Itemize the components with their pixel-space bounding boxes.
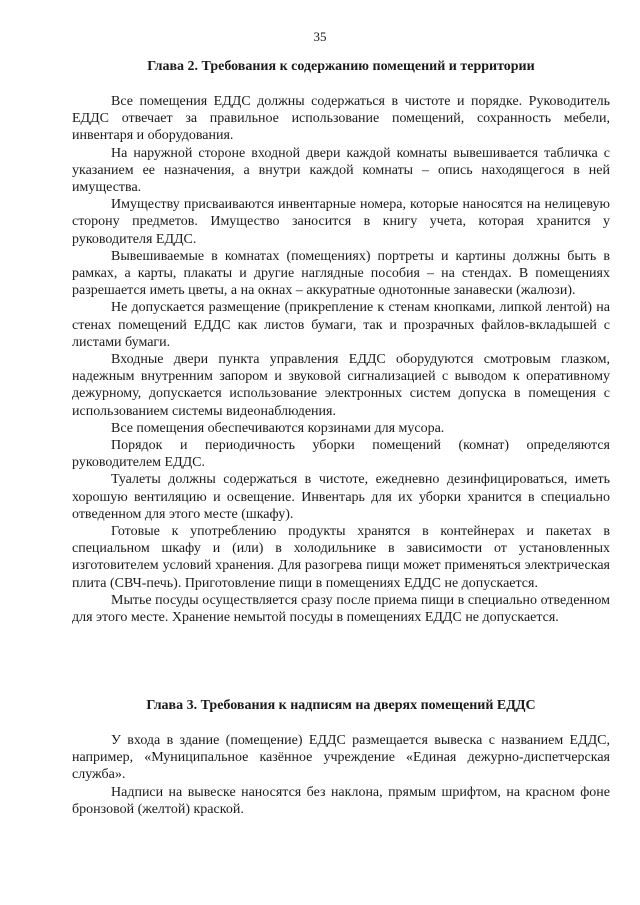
paragraph: Все помещения ЕДДС должны содержаться в чистоте и порядке. Руководитель ЕДДС отвечает за правильное использование помещений, сохранность мебели, инвентаря и оборудования. [72, 94, 610, 144]
paragraph: Туалеты должны содержаться в чистоте, ежедневно дезинфицироваться, иметь хорошую вентиляцию и освещение. Инвентарь для их уборки хранится в специально отведенном для этого месте (шкафу). [72, 472, 610, 522]
paragraph: Порядок и периодичность уборки помещений (комнат) определяются руководителем ЕДДС. [72, 438, 610, 471]
chapter-3-body [72, 732, 610, 818]
paragraph: Готовые к употреблению продукты хранятся в контейнерах и пакетах в специальном шкафу и (или) в холодильнике в зависимости от установленных изготовителем условий хранения. Для разогрева пищи может применяться электрическая плита (СВЧ-печь). Приготовление пищи в помещениях ЕДДС не допускается. [72, 524, 610, 591]
paragraph: Имуществу присваиваются инвентарные номера, которые наносятся на нелицевую сторону предметов. Имущество заносится в книгу учета, которая хранится у руководителя ЕДДС. [72, 197, 610, 247]
chapter-3-title: Глава 3. Требования к надписям на дверях помещений ЕДДС [146, 698, 536, 713]
paragraph: На наружной стороне входной двери каждой комнаты вывешивается табличка с указанием ее назначения, а внутри каждой комнаты – опись находящегося в ней имущества. [72, 145, 610, 196]
paragraph: Надписи на вывеске наносятся без наклона, прямым шрифтом, на красном фоне бронзовой (желтой) краской. [72, 784, 610, 817]
page-number: 35 [313, 29, 327, 44]
paragraph: Входные двери пункта управления ЕДДС оборудуются смотровым глазком, надежным внутренним запором и звуковой сигнализацией с выводом к оперативному дежурному, допускается использование электронных систем допуска в помещения с использованием системы видеонаблюдения. [72, 352, 610, 419]
paragraph: Мытье посуды осуществляется сразу после приема пищи в специально отведенном для этого месте. Хранение немытой посуды в помещениях ЕДДС не допускается. [72, 592, 610, 626]
paragraph: Не допускается размещение (прикрепление к стенам кнопками, липкой лентой) на стенах помещений ЕДДС как листов бумаги, так и прозрачных файлов-вкладышей с листами бумаги. [72, 300, 610, 350]
paragraph: Вывешиваемые в комнатах (помещениях) портреты и картины должны быть в рамках, а карты, плакаты и другие наглядные пособия – на стендах. В помещениях разрешается иметь цветы, а на окнах – аккуратные однотонные занавески (жалюзи). [72, 248, 610, 299]
chapter-2-body [72, 93, 610, 626]
paragraph: У входа в здание (помещение) ЕДДС размещается вывеска с названием ЕДДС, например, «Муниципальное казённое учреждение «Единая дежурно-диспетчерская служба». [72, 733, 610, 783]
chapter-2-title: Глава 2. Требования к содержанию помещений и территории [147, 59, 535, 74]
paragraph: Все помещения обеспечиваются корзинами для мусора. [111, 420, 445, 436]
